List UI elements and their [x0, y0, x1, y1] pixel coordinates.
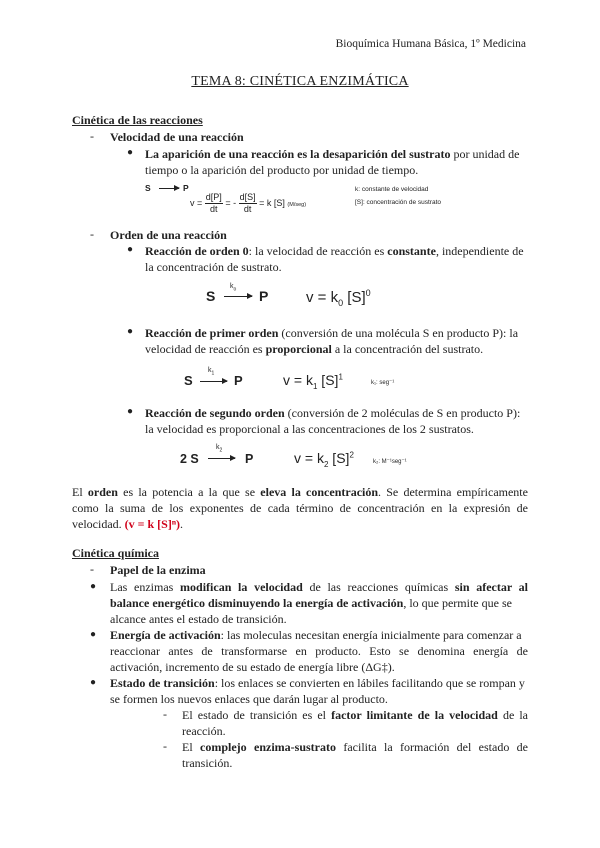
- enzyme-bullet1-line2: balance energético disminuyendo la energía de activación, lo que permite que se: [110, 596, 512, 610]
- eq2-k-label: $k_2$: [216, 444, 223, 454]
- orden2-line2: la velocidad es proporcional a las concentraciones de los 2 sustratos.: [145, 422, 474, 436]
- orden2-line1: Reacción de segundo orden (conversión de 2 moléculas de S en producto P):: [145, 406, 521, 420]
- orden-paragraph-line3: velocidad. (v = k [S]ⁿ).: [72, 517, 183, 531]
- eq1-units: k₁: seg⁻¹: [371, 380, 395, 386]
- orden0-line2: la concentración de sustrato.: [145, 260, 282, 274]
- bullet-icon: ●: [127, 326, 134, 337]
- bullet-icon: ●: [127, 244, 134, 255]
- eq0-k-label: $k_o$: [230, 283, 237, 293]
- velocity-equation: v = $\frac{d[P]}{dt}$ = - $\frac{d[S]}{dt}$ = k [S] (M/seg): [190, 192, 307, 214]
- transition-line2: se formen los nuevos enlaces que darán lugar al producto.: [110, 692, 388, 706]
- dash-marker: -: [90, 129, 94, 143]
- eq-small-s: S: [145, 183, 151, 193]
- transition-sub2-line1: El complejo enzima-sustrato facilita la formación del estado de: [182, 740, 528, 754]
- bullet-icon: ●: [90, 581, 97, 592]
- dash-marker: -: [90, 562, 94, 576]
- eq0-rate: $v = k_0$ $[S]^0$: [306, 288, 371, 308]
- reaction-arrow-icon: [200, 381, 227, 382]
- orden-paragraph-line2: como la suma de los exponentes de cada término de concentración en la expresión de: [72, 501, 528, 515]
- eq2-p: P: [245, 452, 254, 466]
- bullet-icon: ●: [90, 629, 97, 640]
- course-header: Bioquímica Humana Básica, 1º Medicina: [335, 38, 526, 50]
- dash-marker: -: [163, 707, 167, 721]
- reaction-arrow-icon: [159, 188, 179, 189]
- transition-sub1-line2: reacción.: [182, 724, 226, 738]
- transition-sub1-line1: El estado de transición es el factor limitante de la velocidad de la: [182, 708, 529, 722]
- velocidad-def-line1: La aparición de una reacción es la desaparición del sustrato por unidad de: [145, 147, 520, 161]
- bullet-icon: ●: [127, 147, 134, 158]
- orden1-line1: Reacción de primer orden (conversión de una molécula S en producto P): la: [145, 326, 519, 340]
- transition-sub2-line2: transición.: [182, 756, 233, 770]
- eq2-rate: $v = k_2$ $[S]^2$: [294, 450, 354, 469]
- orden-paragraph-line1: El orden es la potencia a la que se eleva la concentración. Se determina empíricamente: [72, 485, 528, 499]
- subheading-papel-enzima: Papel de la enzima: [110, 563, 206, 577]
- orden0-line1: Reacción de orden 0: la velocidad de reacción es constante, independiente de: [145, 244, 524, 258]
- subheading-velocidad: Velocidad de una reacción: [110, 130, 244, 144]
- eq0-s: S: [206, 288, 216, 304]
- section-heading-cinetica-reacciones: Cinética de las reacciones: [72, 113, 203, 127]
- section-heading-cinetica-quimica: Cinética química: [72, 546, 159, 560]
- eq-small-p: P: [183, 183, 189, 193]
- eq2-s: 2 S: [180, 452, 199, 466]
- subheading-orden: Orden de una reacción: [110, 228, 227, 242]
- enzyme-bullet1-line1: Las enzimas modifican la velocidad de las reacciones químicas sin afectar al: [110, 580, 528, 594]
- bullet-icon: ●: [127, 406, 134, 417]
- k-definition: k: constante de velocidad: [355, 186, 429, 193]
- eq1-k-label: $k_1$: [208, 367, 215, 377]
- activation-line3: activación, incremento de su estado de energía libre (ΔG‡).: [110, 660, 395, 674]
- reaction-arrow-icon: [224, 296, 252, 297]
- orden1-line2: velocidad de reacción es proporcional a la concentración del sustrato.: [145, 342, 484, 356]
- eq1-s: S: [184, 373, 193, 388]
- transition-line1: Estado de transición: los enlaces se convierten en lábiles facilitando que se rompan y: [110, 676, 525, 690]
- reaction-arrow-icon: [208, 458, 235, 459]
- page-title: TEMA 8: CINÉTICA ENZIMÁTICA: [191, 74, 409, 89]
- eq2-units: k₂: M⁻¹seg⁻¹: [373, 459, 407, 465]
- eq1-p: P: [234, 373, 243, 388]
- dash-marker: -: [90, 227, 94, 241]
- activation-line1: Energía de activación: las moleculas necesitan energía inicialmente para comenzar a: [110, 628, 522, 642]
- s-definition: [S]: concentración de sustrato: [355, 199, 441, 206]
- velocidad-def-line2: tiempo o la aparición del producto por unidad de tiempo.: [145, 163, 419, 177]
- dash-marker: -: [163, 739, 167, 753]
- activation-line2: reaccionar antes de transformarse en producto. Esto se denomina energía de: [110, 644, 528, 658]
- bullet-icon: ●: [90, 677, 97, 688]
- eq0-p: P: [259, 288, 269, 304]
- enzyme-bullet1-line3: alcance antes el estado de transición.: [110, 612, 287, 626]
- eq1-rate: $v = k_1$ $[S]^1$: [283, 372, 343, 391]
